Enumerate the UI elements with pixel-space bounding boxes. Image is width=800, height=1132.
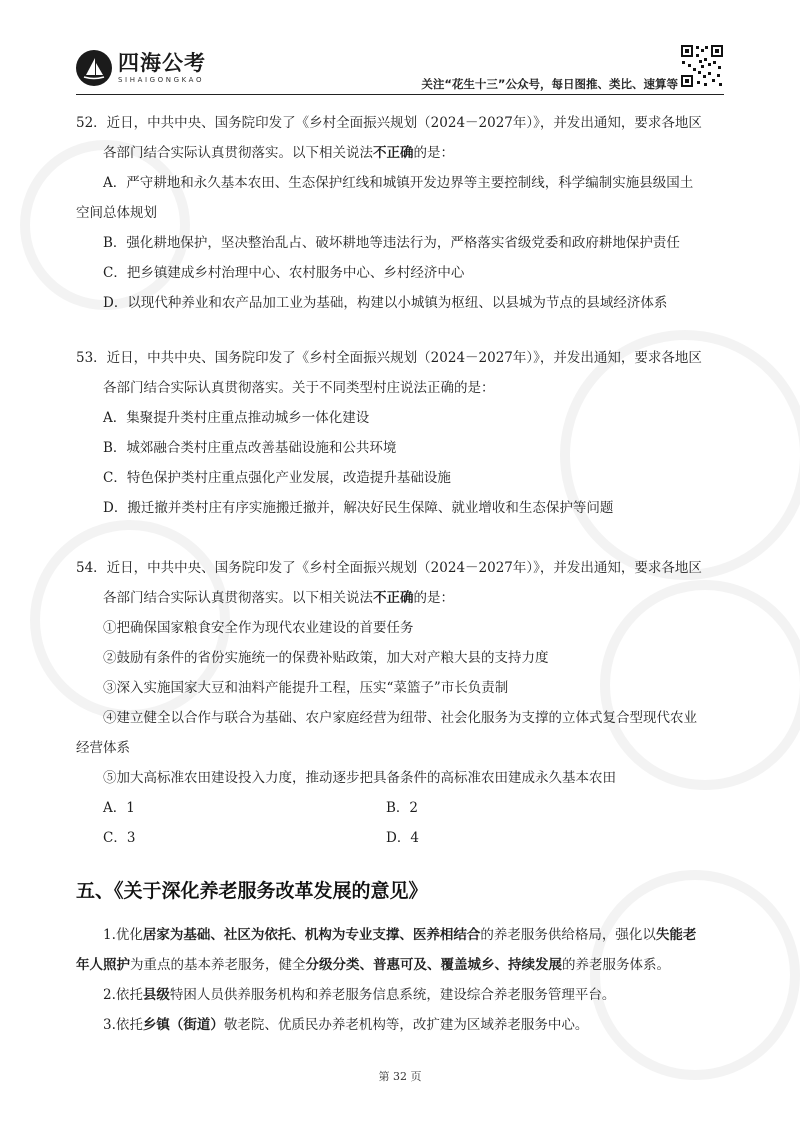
question-stem-cont: 各部门结合实际认真贯彻落实。以下相关说法不正确的是： xyxy=(103,590,454,606)
brand-subtitle: SIHAIGONGKAO xyxy=(118,75,205,84)
choice-a: A．1 xyxy=(103,800,135,816)
choice-row xyxy=(76,793,728,823)
page-number: 第 32 页 xyxy=(378,1070,422,1083)
question-stem: 53．近日，中共中央、国务院印发了《乡村全面振兴规划（2024－2027年）》，并发出通知，要求各地区 xyxy=(76,350,702,366)
emphasis-text: 不正确 xyxy=(373,145,414,161)
question-53 xyxy=(76,343,728,523)
brand-name: 四海公考 xyxy=(118,50,206,75)
option-a: A．集聚提升类村庄重点推动城乡一体化建设 xyxy=(103,410,370,426)
statement-4: ④建立健全以合作与联合为基础、农户家庭经营为纽带、社会化服务为支撑的立体式复合型现代农业 xyxy=(103,710,697,726)
option-d: D．以现代种养业和农产品加工业为基础，构建以小城镇为枢纽、以县城为节点的县域经济体系 xyxy=(103,295,668,311)
choice-row xyxy=(76,823,728,853)
option-b: B．强化耕地保护，坚决整治乱占、破坏耕地等违法行为，严格落实省级党委和政府耕地保护责任 xyxy=(103,235,680,251)
question-stem: 54．近日，中共中央、国务院印发了《乡村全面振兴规划（2024－2027年）》，并发出通知，要求各地区 xyxy=(76,560,702,576)
choice-d: D．4 xyxy=(386,830,419,846)
option-c: C．把乡镇建成乡村治理中心、农村服务中心、乡村经济中心 xyxy=(103,265,465,281)
sail-icon xyxy=(76,50,112,86)
section-body xyxy=(76,920,728,1040)
question-52 xyxy=(76,108,728,318)
statement-4-cont: 经营体系 xyxy=(76,740,130,756)
paragraph-2: 2.依托县级特困人员供养服务机构和养老服务信息系统，建设综合养老服务管理平台。 xyxy=(103,987,616,1003)
option-a-cont: 空间总体规划 xyxy=(76,205,157,221)
option-c: C．特色保护类村庄重点强化产业发展，改造提升基础设施 xyxy=(103,470,451,486)
header-tagline: 关注“花生十三”公众号，每日图推、类比、速算等 xyxy=(421,77,678,91)
question-54 xyxy=(76,553,728,853)
brand-logo xyxy=(76,50,206,86)
paragraph-3: 3.依托乡镇（街道）敬老院、优质民办养老机构等，改扩建为区域养老服务中心。 xyxy=(103,1017,589,1033)
qr-code-icon xyxy=(680,44,724,88)
statement-2: ②鼓励有条件的省份实施统一的保费补贴政策，加大对产粮大县的支持力度 xyxy=(103,650,549,666)
choice-b: B．2 xyxy=(386,800,419,816)
emphasis-text: 不正确 xyxy=(373,590,414,606)
question-stem-cont: 各部门结合实际认真贯彻落实。关于不同类型村庄说法正确的是： xyxy=(103,380,495,396)
statement-5: ⑤加大高标准农田建设投入力度，推动逐步把具备条件的高标准农田建成永久基本农田 xyxy=(103,770,616,786)
question-stem: 52．近日，中共中央、国务院印发了《乡村全面振兴规划（2024－2027年）》，并发出通知，要求各地区 xyxy=(76,115,702,131)
header-divider xyxy=(76,94,724,95)
statement-3: ③深入实施国家大豆和油料产能提升工程，压实“菜篮子”市长负责制 xyxy=(103,680,509,696)
section-heading: 五、《关于深化养老服务改革发展的意见》 xyxy=(76,880,428,902)
page-header xyxy=(0,0,800,100)
option-d: D．搬迁撤并类村庄有序实施搬迁撤并，解决好民生保障、就业增收和生态保护等问题 xyxy=(103,500,614,516)
choice-c: C．3 xyxy=(103,830,136,846)
option-b: B．城郊融合类村庄重点改善基础设施和公共环境 xyxy=(103,440,397,456)
question-stem-cont: 各部门结合实际认真贯彻落实。以下相关说法不正确的是： xyxy=(103,145,454,161)
option-a: A．严守耕地和永久基本农田、生态保护红线和城镇开发边界等主要控制线，科学编制实施县级国土 xyxy=(103,175,694,191)
paragraph-1: 1.优化居家为基础、社区为依托、机构为专业支撑、医养相结合的养老服务供给格局，强化以失能老 年人照护为重点的基本养老服务，健全分级分类、普惠可及、覆盖城乡、持续发展的养老服务体系。 xyxy=(76,927,697,973)
statement-1: ①把确保国家粮食安全作为现代农业建设的首要任务 xyxy=(103,620,414,636)
